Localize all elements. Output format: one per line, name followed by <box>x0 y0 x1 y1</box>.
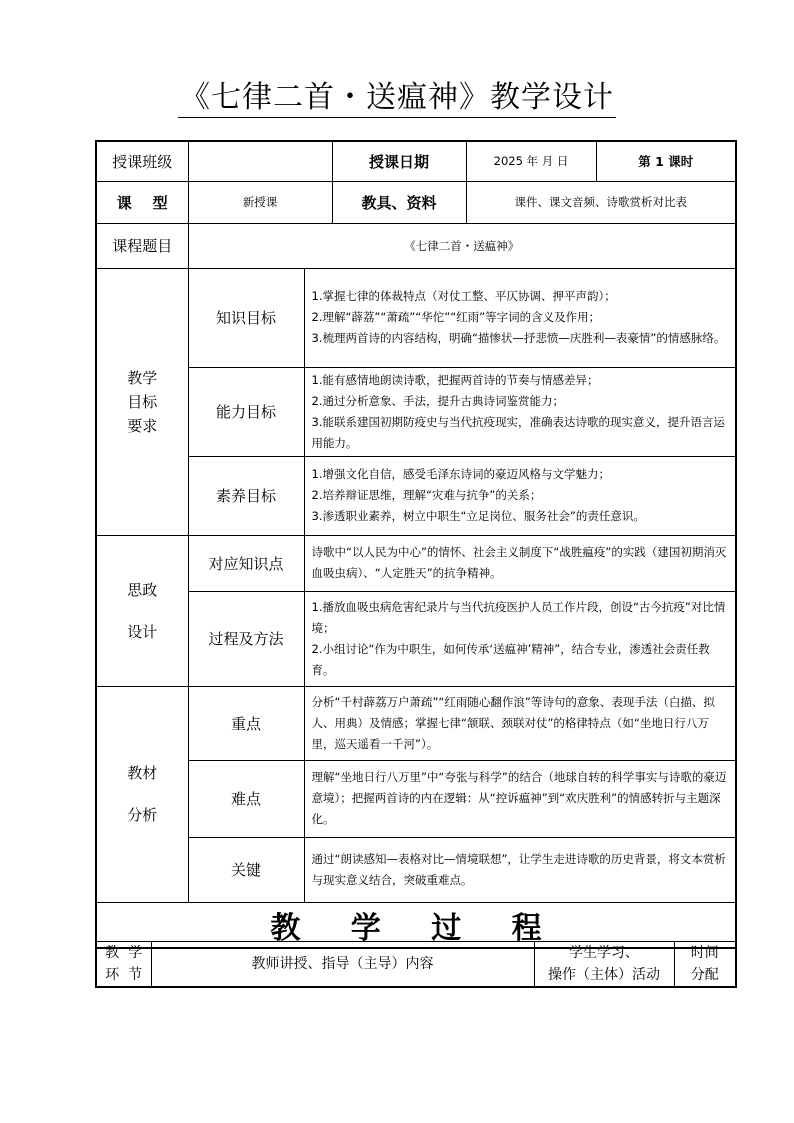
knowledge-goal-label: 知识目标 <box>188 268 304 367</box>
ideology-points-label: 对应知识点 <box>188 535 304 591</box>
date-label: 授课日期 <box>332 141 466 181</box>
type-label: 课 型 <box>96 181 188 223</box>
goal-knowledge-row <box>96 268 736 367</box>
stage-column-header: 教 学 环 节 <box>96 942 151 988</box>
analysis-section-label: 教材 分析 <box>96 686 188 902</box>
ideology-methods-content: 1.播放血吸虫病危害纪录片与当代抗疫医护人员工作片段，创设“古今抗疫”对比情境； 2.小组讨论“作为中职生，如何传承‘送瘟神’精神”，结合专业，渗透社会责任教育。 <box>304 591 736 686</box>
ideology-points-content: 诗歌中“以人民为中心”的情怀、社会主义制度下“战胜瘟疫”的实践（建国初期消灭血吸虫病）、“人定胜天”的抗争精神。 <box>304 535 736 591</box>
lesson-plan-table <box>95 140 737 949</box>
row-class-info <box>96 141 736 181</box>
class-value <box>188 141 332 181</box>
knowledge-goal-content: 1.掌握七律的体裁特点（对仗工整、平仄协调、押平声韵）； 2.理解“薜荔”“萧疏”“华佗”“红雨”等字词的含义及作用； 3.梳理两首诗的内容结构，明确“描惨状—抒悲愤—庆胜利—表豪情”的情感脉络。 <box>304 268 736 367</box>
focus-content: 分析“千村薜荔万户萧疏”“红雨随心翻作浪”等诗句的意象、表现手法（白描、拟人、用典）及情感；掌握七律“颔联、颈联对仗”的格律特点（如“坐地日行八万里，巡天遥看一千河”）。 <box>304 686 736 760</box>
key-content: 通过“朗读感知—表格对比—情境联想”，让学生走进诗歌的历史背景，将文本赏析与现实意义结合，突破重难点。 <box>304 837 736 902</box>
goal-literacy-row <box>96 456 736 535</box>
topic-label: 课程题目 <box>96 223 188 268</box>
key-label: 关键 <box>188 837 304 902</box>
difficulty-label: 难点 <box>188 760 304 837</box>
ideology-section-label: 思政 设计 <box>96 535 188 686</box>
row-topic <box>96 223 736 268</box>
analysis-focus-row <box>96 686 736 760</box>
student-column-header: 学生学习、 操作（主体）活动 <box>534 942 674 988</box>
time-column-header: 时间 分配 <box>674 942 736 988</box>
literacy-goal-label: 素养目标 <box>188 456 304 535</box>
class-label: 授课班级 <box>96 141 188 181</box>
date-value: 2025 年 月 日 <box>466 141 596 181</box>
goal-ability-row <box>96 367 736 456</box>
topic-value: 《七律二首・送瘟神》 <box>188 223 736 268</box>
analysis-difficulty-row <box>96 760 736 837</box>
analysis-key-row <box>96 837 736 902</box>
literacy-goal-content: 1.增强文化自信，感受毛泽东诗词的豪迈风格与文学魅力； 2.培养辩证思维，理解“灾难与抗争”的关系； 3.渗透职业素养，树立中职生“立足岗位、服务社会”的责任意识。 <box>304 456 736 535</box>
difficulty-content: 理解“坐地日行八万里”中“夸张与科学”的结合（地球自转的科学事实与诗歌的豪迈意境）；把握两首诗的内在逻辑：从“控诉瘟神”到“欢庆胜利”的情感转折与主题深化。 <box>304 760 736 837</box>
ability-goal-label: 能力目标 <box>188 367 304 456</box>
tools-value: 课件、课文音频、诗歌赏析对比表 <box>466 181 736 223</box>
focus-label: 重点 <box>188 686 304 760</box>
goals-section-label: 教学 目标 要求 <box>96 268 188 535</box>
process-title: 教 学 过 程 <box>96 902 736 948</box>
teacher-column-header: 教师讲授、指导（主导）内容 <box>151 942 534 988</box>
row-type-info <box>96 181 736 223</box>
tools-label: 教具、资料 <box>332 181 466 223</box>
process-header-table <box>95 941 737 988</box>
period-value: 第 1 课时 <box>596 141 736 181</box>
ideology-methods-label: 过程及方法 <box>188 591 304 686</box>
ideology-points-row <box>96 535 736 591</box>
type-value: 新授课 <box>188 181 332 223</box>
page-title: 《七律二首・送瘟神》教学设计 <box>0 78 794 118</box>
ability-goal-content: 1.能有感情地朗读诗歌，把握两首诗的节奏与情感差异； 2.通过分析意象、手法，提升古典诗词鉴赏能力； 3.能联系建国初期防疫史与当代抗疫现实，准确表达诗歌的现实意义，提升语言运用能力。 <box>304 367 736 456</box>
ideology-methods-row <box>96 591 736 686</box>
